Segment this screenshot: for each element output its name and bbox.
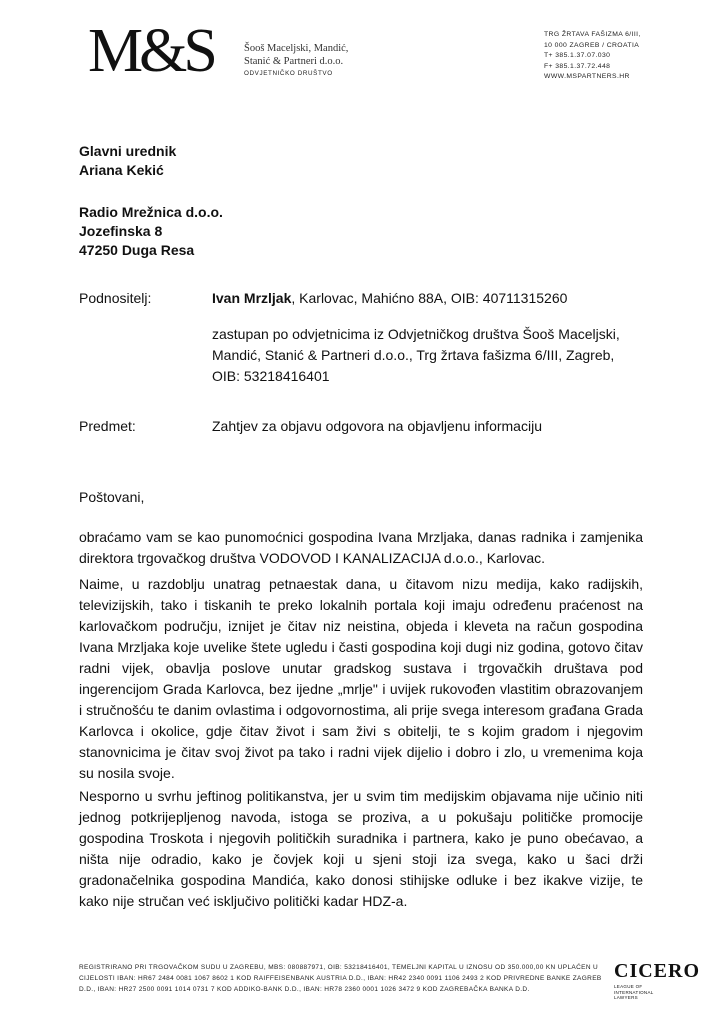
applicant-label: Podnositelj: <box>79 290 152 306</box>
address-block <box>79 203 223 260</box>
paragraph-1: obraćamo vam se kao punomoćnici gospodina Ivana Mrzljaka, danas radnika i zamjenika direktora trgovačkog društva VODOVOD I KANALIZACIJA d.o.o., Karlovac. <box>79 529 643 566</box>
paragraph-2: Naime, u razdoblju unatrag petnaestak dana, u čitavom nizu medija, kako radijskih, televizijskih, tako i tiskanih te preko lokalnih portala koji imaju određenu praćenost na karlovačkom području, iznijet je čitav niz neistina, objeda i kleveta na račun gospodina Ivana Mrzljaka koje uvelike štete ugledu i časti gospodina koji dugi niz godina, gotovo čitav radni vijek, obavlja poslove unutar gradskog sustava i trgovačkih društava pod ingerencijom Grada Karlovca, bez ijedne „mrlje" i uvijek rukovođen vlastitim obrazovanjem i stručnošću te danim ovlastima i odgovornostima, ali prije svega interesom građana Grada Karlovca i okolice, gdje čitav život i sam živi s obitelji, te s kojim gradom i njegovim stanovnicima je čitav svoj život pa tako i radni vijek dijelio i dobro i zlo, u vremenima koja su nosila svoje. <box>79 576 643 781</box>
cicero-wordmark: CICERO <box>614 960 701 982</box>
firm-name <box>244 42 348 68</box>
firm-contact <box>544 30 641 83</box>
recipient-title: Glavni urednik <box>79 143 177 159</box>
applicant-representation: zastupan po odvjetnicima iz Odvjetničkog društva Šooš Maceljski, Mandić, Stanić & Partneri d.o.o., Trg žrtava fašizma 6/III, Zagreb, OIB: 53218416401 <box>212 326 620 384</box>
contact-address-line2: 10 000 ZAGREB / CROATIA <box>544 41 640 49</box>
cicero-subtitle: LEAGUE OF INTERNATIONAL LAWYERS <box>614 984 654 1000</box>
recipient-name: Ariana Kekić <box>79 162 164 178</box>
applicant-name: Ivan Mrzljak <box>212 290 292 306</box>
contact-website: WWW.MSPARTNERS.HR <box>544 73 630 80</box>
firm-logo: M&S <box>88 17 214 85</box>
firm-name-line2: Stanić & Partneri d.o.o. <box>244 56 344 67</box>
paragraph-3: Nesporno u svrhu jeftinog politikanstva, jer u svim tim medijskim objavama nije učinio niti jednog potkrijepljenog navoda, istoga se proziva, a u pokušaju političke promocije gospodina Troskota i njegovih političkih suradnika i partnera, kako je puno obećavao, a ništa nije odradio, kako je čovjek koji u sjeni stoji iza svega, kako u šaci drži gradonačelnika gospodina Mandića, kako donosi stihijske odluke i bez ikakve vizije, te kako nije stručan već isključivo politički kadar HDZ-a. <box>79 788 643 909</box>
address-street: Jozefinska 8 <box>79 223 163 239</box>
subject-label: Predmet: <box>79 418 136 434</box>
firm-subtitle: ODVJETNIČKO DRUŠTVO <box>244 70 333 77</box>
contact-address-line1: TRG ŽRTAVA FAŠIZMA 6/III, <box>544 31 641 38</box>
address-city: 47250 Duga Resa <box>79 242 195 258</box>
firm-name-line1: Šooš Maceljski, Mandić, <box>244 43 349 54</box>
subject-text: Zahtjev za objavu odgovora na objavljenu informaciju <box>212 418 542 434</box>
greeting: Poštovani, <box>79 489 145 505</box>
address-company: Radio Mrežnica d.o.o. <box>79 204 223 220</box>
applicant-details: , Karlovac, Mahićno 88A, OIB: 40711315260 <box>291 290 568 306</box>
footer-registration: REGISTRIRANO PRI TRGOVAČKOM SUDU U ZAGREBU, MBS: 080887971, OIB: 53218416401, TEMELJNI KAPITAL U IZNOSU OD 350.000,00 KN UPLAĆEN U CIJELOSTI IBAN: HR67 2484 0081 1067 8602 1 KOD RAIFFEISENBANK AUSTRIA D.D., IBAN: HR42 2340 0091 1106 2493 2 KOD PRIVREDNE BANKE ZAGREB D.D., IBAN: HR27 2500 0091 1014 0731 7 KOD ADDIKO-BANK D.D., IBAN: HR78 2360 0001 1026 3472 9 KOD ZAGREBAČKA BANKA D.D. <box>79 964 602 993</box>
contact-fax: F+ 385.1.37.72.448 <box>544 62 611 70</box>
cicero-logo <box>614 960 700 1001</box>
recipient-block <box>79 142 176 180</box>
contact-phone: T+ 385.1.37.07.030 <box>544 52 611 59</box>
applicant-line <box>212 288 567 309</box>
